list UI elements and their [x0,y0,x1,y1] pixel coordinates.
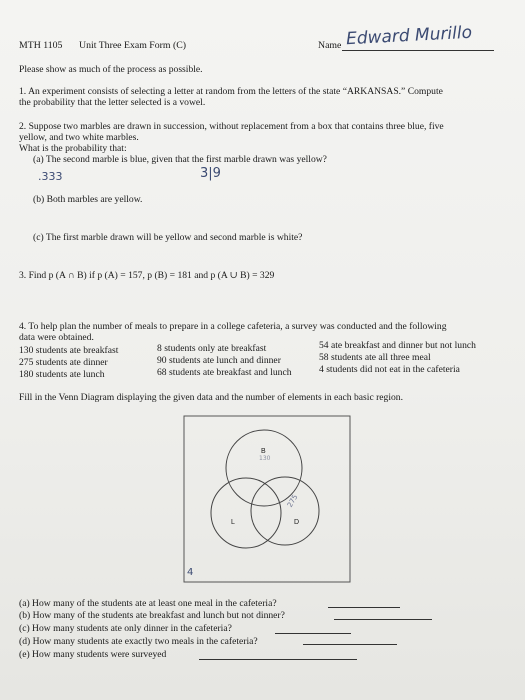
instructions: Please show as much of the process as possible. [19,64,203,75]
venn-hand-outside: 4 [187,567,194,578]
venn-circle-d [251,477,319,545]
q2-part-c: (c) The first marble drawn will be yellow and second marble is white? [33,232,303,243]
venn-circle-l [211,478,281,548]
course-code: MTH 1105 [19,40,63,51]
q1-line1: 1. An experiment consists of selecting a letter at random from the letters of the state “ARKANSAS.” Compute [19,86,443,97]
q4-question-e: (e) How many students were surveyed [19,649,167,660]
q4-fill-instruction: Fill in the Venn Diagram displaying the given data and the number of elements in each basic region. [19,392,404,403]
name-signature: Edward Murillo [345,22,473,50]
q4-data-col2-row2: 90 students ate lunch and dinner [157,355,281,366]
q4-data-col3-row2: 58 students ate all three meal [319,352,431,363]
venn-hand-b: 130 [259,455,271,462]
venn-label-d: D [294,519,300,526]
q4-data-col2-row3: 68 students ate breakfast and lunch [157,367,292,378]
venn-universe-box [184,416,350,582]
q2-line1: 2. Suppose two marbles are drawn in succession, without replacement from a box that contains three blue, five [19,121,444,132]
q2-part-a: (a) The second marble is blue, given that the first marble drawn was yellow? [33,154,327,165]
q2a-answer-fraction: 3|9 [200,166,221,181]
q3-text: 3. Find p (A ∩ B) if p (A) = 157, p (B) = 181 and p (A ∪ B) = 329 [19,270,275,281]
q4-data-col1-row1: 130 students ate breakfast [19,345,119,356]
q4-line1: 4. To help plan the number of meals to prepare in a college cafeteria, a survey was conducted and the following [19,321,447,332]
q4-data-col1-row2: 275 students ate dinner [19,357,108,368]
q2-line2: yellow, and two white marbles. [19,132,139,143]
q4-question-b: (b) How many of the students ate breakfast and lunch but not dinner? [19,610,285,621]
q4-question-a: (a) How many of the students ate at least one meal in the cafeteria? [19,598,277,609]
venn-label-b: B [261,448,266,455]
q4-data-col3-row1: 54 ate breakfast and dinner but not lunch [319,340,476,351]
q4-data-col3-row3: 4 students did not eat in the cafeteria [319,364,460,375]
q1-line2: the probability that the letter selected is a vowel. [19,97,206,108]
q4b-answer-line [334,619,432,620]
q4e-answer-line [199,659,357,660]
exam-title: Unit Three Exam Form (C) [79,40,187,51]
q4c-answer-line [275,633,351,634]
q4-line2: data were obtained. [19,332,94,343]
q2a-answer-decimal: .333 [38,170,63,183]
q2-part-b: (b) Both marbles are yellow. [33,194,143,205]
q4a-answer-line [328,607,400,608]
q4-question-d: (d) How many students ate exactly two meals in the cafeteria? [19,636,258,647]
q2-line3: What is the probability that: [19,143,127,154]
q4-data-col2-row1: 8 students only ate breakfast [157,343,267,354]
q4d-answer-line [303,644,397,645]
q4-question-c: (c) How many students ate only dinner in the cafeteria? [19,623,232,634]
q4-data-col1-row3: 180 students ate lunch [19,369,105,380]
name-label: Name [318,40,342,51]
venn-label-l: L [231,519,235,526]
venn-hand-d: 275 [285,493,300,509]
